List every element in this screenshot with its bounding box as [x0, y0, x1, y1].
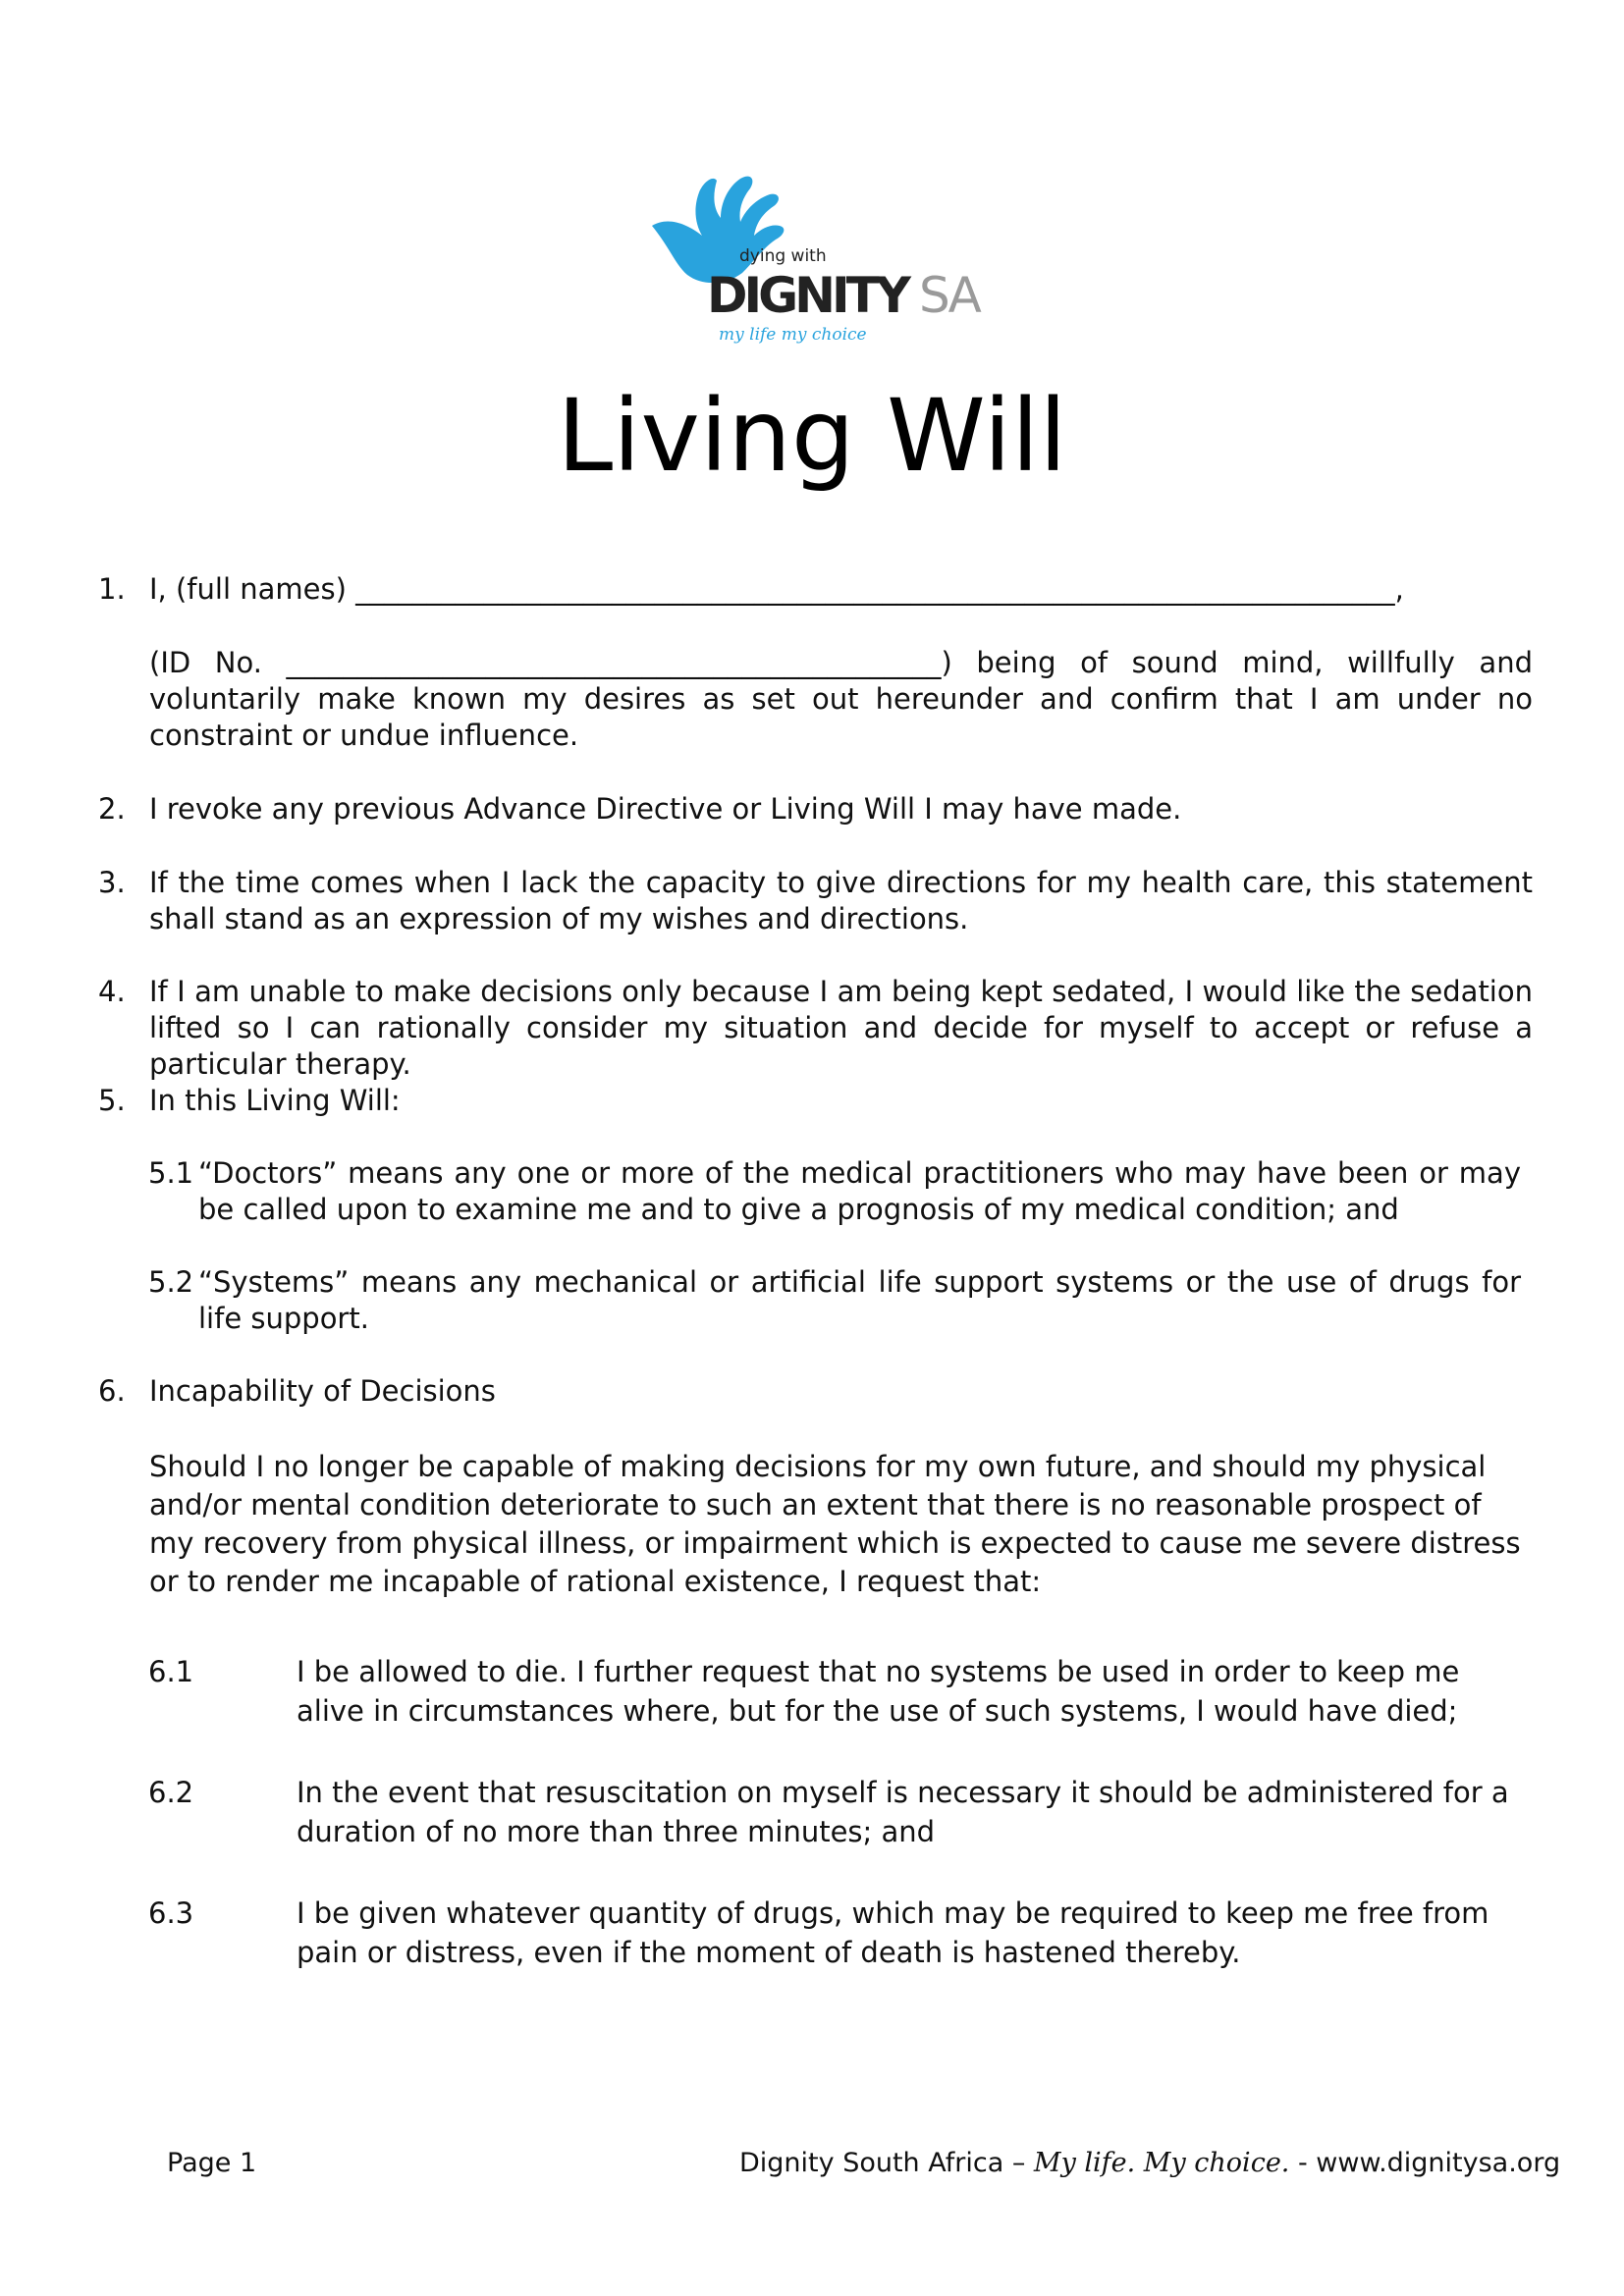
clause-paragraph: Should I no longer be capable of making decisions for my own future, and should my physical and/or mental condition deteriorate to such an extent that there is no reasonable prospect of my recovery from physical illness, or impairment which is expected to cause me severe distress or to render me incapable of rational existence, I request that: [149, 1450, 1521, 1598]
clause-number: 6. [98, 1374, 126, 1408]
footer-website-link[interactable]: - www.dignitysa.org [1289, 2148, 1561, 2178]
dignity-sa-logo [648, 165, 987, 347]
clause-heading: Incapability of Decisions [149, 1374, 496, 1408]
clause-5 [98, 1083, 1533, 1119]
clause-5-2 [148, 1264, 1521, 1337]
hand-dove-icon [648, 165, 987, 347]
subclause-number: 6.3 [148, 1896, 194, 1930]
subclause-number: 5.2 [148, 1265, 194, 1299]
clause-text: In this Living Will: [149, 1084, 401, 1117]
subclause-text: I be allowed to die. I further request that no systems be used in order to keep me alive in circumstances where, but for the use of such systems, I would have died; [297, 1655, 1460, 1728]
clause-text: If I am unable to make decisions only because I am being kept sedated, I would like the sedation lifted so I can rationally consider my situation and decide for myself to accept or refuse a particular therapy. [149, 975, 1533, 1081]
subclause-text: “Systems” means any mechanical or artificial life support systems or the use of drugs for life support. [198, 1265, 1521, 1335]
footer-tagline: My life. My choice. [1033, 2148, 1290, 2178]
brand-wordmark: DIGNITY [707, 267, 907, 324]
footer-org: Dignity South Africa – [739, 2148, 1034, 2178]
clause-number: 2. [98, 792, 126, 826]
document-title: Living Will [557, 378, 1067, 495]
brand-suffix: SA [919, 267, 979, 324]
clause-6-paragraph [98, 1448, 1533, 1601]
svg-text:dying with: dying with [739, 246, 827, 266]
clause-6-1 [148, 1652, 1521, 1731]
clause-number: 1. [98, 572, 126, 606]
full-names-line: I, (full names) _________________________________________________________________________, [149, 572, 1404, 606]
clause-number: 3. [98, 866, 126, 899]
subclause-number: 6.1 [148, 1655, 194, 1688]
clause-6-2 [148, 1773, 1521, 1851]
clause-number: 4. [98, 975, 126, 1008]
clause-4 [98, 974, 1533, 1083]
clause-1 [98, 571, 1533, 754]
clause-6-3 [148, 1894, 1521, 1972]
footer-credit [739, 2146, 1560, 2181]
subclause-number: 6.2 [148, 1776, 194, 1809]
clause-3 [98, 865, 1533, 937]
logo-tagline: my life my choice [719, 325, 867, 345]
page-number: Page 1 [167, 2148, 257, 2178]
subclause-text: I be given whatever quantity of drugs, which may be required to keep me free from pain or distress, even if the moment of death is hastened thereby. [297, 1896, 1489, 1969]
clause-6 [98, 1373, 1533, 1410]
clause-2 [98, 791, 1533, 828]
subclause-number: 5.1 [148, 1156, 194, 1190]
subclause-text: In the event that resuscitation on myself is necessary it should be administered for a duration of no more than three minutes; and [297, 1776, 1509, 1848]
clause-text: If the time comes when I lack the capacity to give directions for my health care, this statement shall stand as an expression of my wishes and directions. [149, 866, 1533, 935]
subclause-text: “Doctors” means any one or more of the medical practitioners who may have been or may be called upon to examine me and to give a prognosis of my medical condition; and [198, 1156, 1521, 1226]
clause-number: 5. [98, 1084, 126, 1117]
clause-5-1 [148, 1155, 1521, 1228]
clause-text: I revoke any previous Advance Directive or Living Will I may have made. [149, 792, 1182, 826]
id-number-line: (ID No. ______________________________________________) being of sound mind, willfully and voluntarily make known my desires as set out hereunder and confirm that I am under no constraint or undue influence. [149, 646, 1533, 752]
